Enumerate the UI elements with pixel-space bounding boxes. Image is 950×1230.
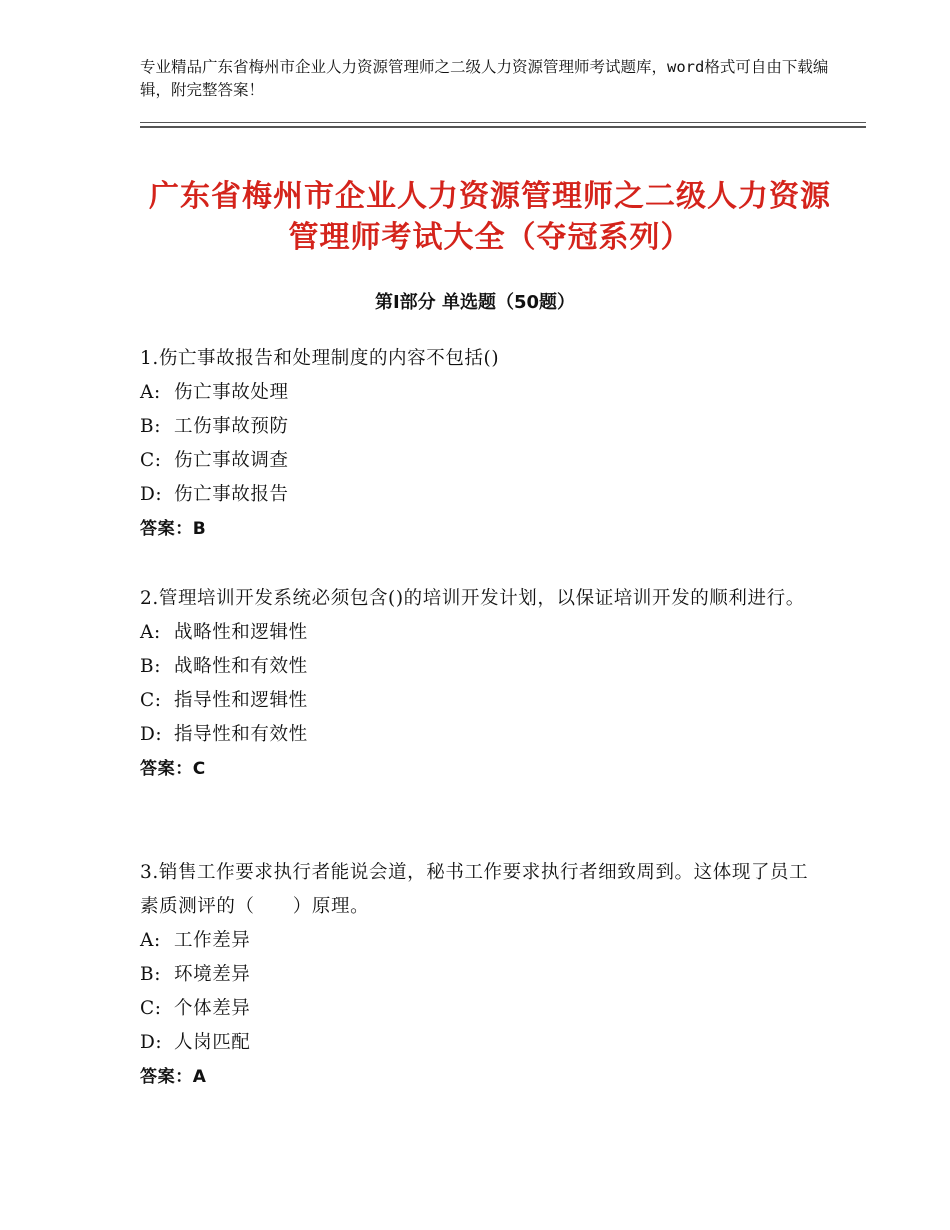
option-text: 伤亡事故调查 <box>174 450 289 471</box>
option-b <box>140 958 820 992</box>
option-text: 工伤事故预防 <box>174 416 289 437</box>
option-text: 环境差异 <box>174 964 251 985</box>
option-text: 指导性和有效性 <box>174 724 308 745</box>
option-letter: C: <box>140 998 162 1019</box>
question-stem: 2.管理培训开发系统必须包含()的培训开发计划，以保证培训开发的顺利进行。 <box>140 588 805 609</box>
question-stem: 3.销售工作要求执行者能说会道，秘书工作要求执行者细致周到。这体现了员工素质测评的（ ）原理。 <box>140 862 809 917</box>
option-letter: D: <box>140 484 163 505</box>
option-text: 战略性和逻辑性 <box>174 622 308 643</box>
divider-line-thick <box>140 126 866 128</box>
option-letter: B: <box>140 964 162 985</box>
option-a <box>140 924 820 958</box>
option-letter: B: <box>140 416 162 437</box>
option-c <box>140 992 820 1026</box>
option-letter: B: <box>140 656 162 677</box>
option-c <box>140 684 820 718</box>
option-d <box>140 1026 820 1060</box>
option-b <box>140 410 820 444</box>
answer-label: 答案：A <box>140 1067 207 1087</box>
option-a <box>140 376 820 410</box>
divider-line <box>140 122 866 123</box>
option-a <box>140 616 820 650</box>
option-letter: C: <box>140 690 162 711</box>
question-1 <box>140 342 820 546</box>
option-text: 伤亡事故报告 <box>174 484 289 505</box>
option-text: 工作差异 <box>174 930 251 951</box>
answer-label: 答案：C <box>140 759 206 779</box>
page-title: 广东省梅州市企业人力资源管理师之二级人力资源管理师考试大全（夺冠系列） <box>149 179 831 256</box>
option-letter: A: <box>140 382 161 403</box>
option-text: 指导性和逻辑性 <box>174 690 308 711</box>
option-letter: A: <box>140 622 161 643</box>
option-d <box>140 478 820 512</box>
header-note: 专业精品广东省梅州市企业人力资源管理师之二级人力资源管理师考试题库，word格式可自由下载编辑，附完整答案！ <box>140 58 829 99</box>
option-letter: D: <box>140 724 163 745</box>
option-text: 人岗匹配 <box>174 1032 251 1053</box>
option-letter: D: <box>140 1032 163 1053</box>
option-b <box>140 650 820 684</box>
option-text: 伤亡事故处理 <box>174 382 289 403</box>
option-text: 个体差异 <box>174 998 251 1019</box>
question-2 <box>140 582 820 786</box>
option-letter: C: <box>140 450 162 471</box>
option-c <box>140 444 820 478</box>
option-letter: A: <box>140 930 161 951</box>
option-text: 战略性和有效性 <box>174 656 308 677</box>
section-title: 第Ⅰ部分 单选题（50题） <box>374 291 575 313</box>
answer-label: 答案：B <box>140 519 207 539</box>
option-d <box>140 718 820 752</box>
question-3 <box>140 856 820 1094</box>
question-stem: 1.伤亡事故报告和处理制度的内容不包括() <box>140 348 500 369</box>
